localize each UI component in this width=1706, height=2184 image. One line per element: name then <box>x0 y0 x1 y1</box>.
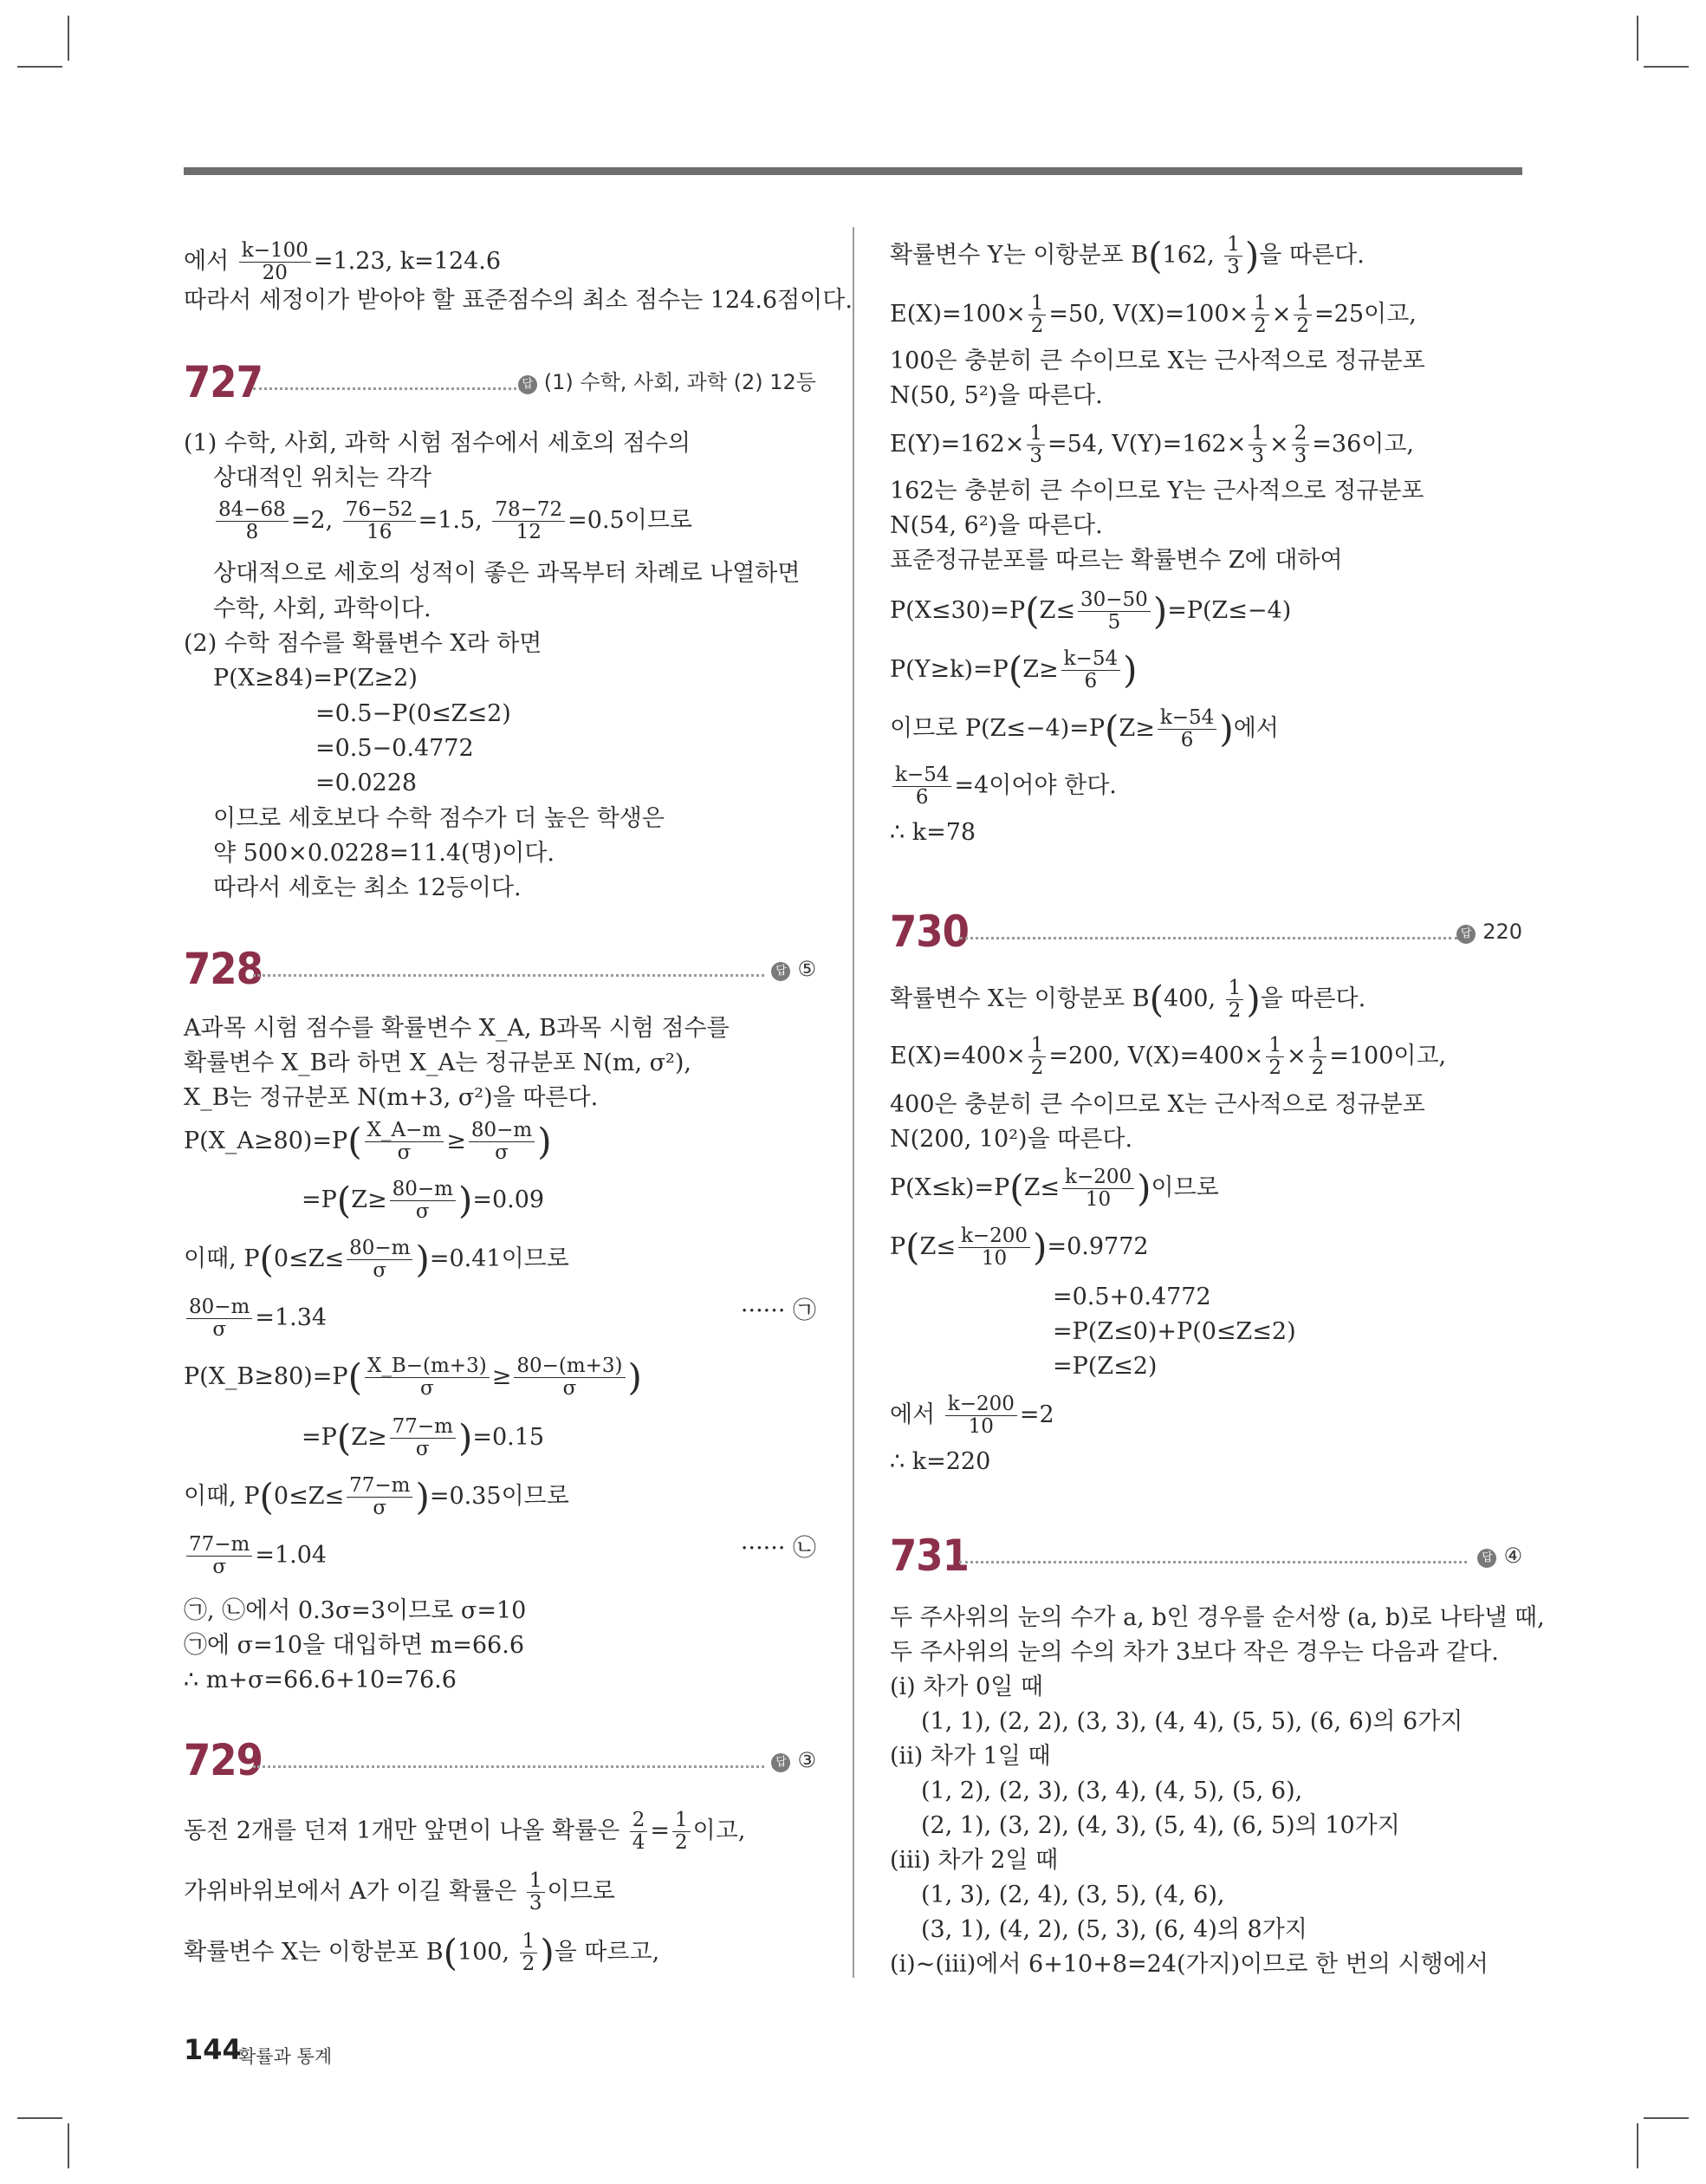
crop-mark <box>17 66 62 68</box>
equation: 이때, P(0≤Z≤ $\frac{80-m}{\sigma}$ )=0.41이므로 <box>184 1237 569 1282</box>
fraction-line: $\frac{84-68}{8}$ =2, $\frac{76-52}{16}$ =1.5, $\frac{78-72}{12}$ =0.5이므로 <box>213 499 692 543</box>
text-line: 상대적으로 세호의 성적이 좋은 과목부터 차례로 나열하면 <box>213 560 801 587</box>
equation: E(Y)=162× $\frac{1}{3}$ =54, V(Y)=162× $\frac{1}{3}$ × $\frac{2}{3}$ =36이고, <box>890 422 1414 467</box>
answer-label: 답 (1) 수학, 사회, 과학 (2) 12등 <box>518 369 816 395</box>
equation: P(X_B≥80)=P( $\frac{X\_B-(m+3)}{\sigma}$ ≥ $\frac{80-(m+3)}{\sigma}$ ) <box>184 1355 642 1400</box>
text-line: 두 주사위의 눈의 수의 차가 3보다 작은 경우는 다음과 같다. <box>890 1639 1499 1666</box>
answer-badge-icon: 답 <box>1456 925 1476 944</box>
equation: 동전 2개를 던져 1개만 앞면이 나올 확률은 $\frac{2}{4}$ = $\frac{1}{2}$ 이고, <box>184 1809 746 1854</box>
problem-728-heading <box>184 945 816 993</box>
leader-dots <box>253 1765 764 1768</box>
equation: 이므로 P(Z≤−4)=P(Z≥ $\frac{k-54}{6}$ )에서 <box>890 706 1279 751</box>
problem-730-heading <box>890 907 1522 956</box>
text-line: 따라서 세호는 최소 12등이다. <box>213 874 522 901</box>
leader-dots <box>253 974 764 977</box>
equation-tag: ······ ㉡ <box>740 1535 816 1562</box>
text-line: =P(Z≤2) <box>1053 1353 1158 1380</box>
answer-label: 답 ⑤ <box>771 956 816 982</box>
text-line: 162는 충분히 큰 수이므로 Y는 근사적으로 정규분포 <box>890 478 1424 504</box>
equation: =P(Z≥ $\frac{77-m}{\sigma}$ )=0.15 <box>302 1415 545 1460</box>
text-line: =0.5−0.4772 <box>315 735 474 762</box>
crop-mark <box>1644 2117 1689 2119</box>
equation: $\frac{77-m}{\sigma}$ =1.04 ······ ㉡ <box>184 1534 816 1578</box>
text-line: (1) 수학, 사회, 과학 시험 점수에서 세호의 점수의 <box>184 430 691 457</box>
answer-badge-icon: 답 <box>1477 1549 1496 1568</box>
equation: 확률변수 X는 이항분포 B(400, $\frac{1}{2}$ )을 따른다. <box>890 977 1366 1022</box>
text-line: =0.0228 <box>315 770 418 796</box>
equation: $\frac{80-m}{\sigma}$ =1.34 ······ ㉠ <box>184 1297 816 1341</box>
equation: P(Z≤ $\frac{k-200}{10}$ )=0.9772 <box>890 1225 1149 1270</box>
fraction: $\frac{76-52}{16}$ <box>343 499 416 543</box>
equation: 이때, P(0≤Z≤ $\frac{77-m}{\sigma}$ )=0.35이므로 <box>184 1474 569 1519</box>
text-line: 약 500×0.0228=11.4(명)이다. <box>213 840 555 867</box>
text-line: (3, 1), (4, 2), (5, 3), (6, 4)의 8가지 <box>921 1916 1307 1943</box>
fraction: $\frac{84-68}{8}$ <box>216 499 289 543</box>
problem-number: 728 <box>184 944 263 994</box>
text-line: =0.5−P(0≤Z≤2) <box>315 700 511 727</box>
crop-mark <box>17 2117 62 2119</box>
crop-mark <box>68 2123 69 2168</box>
equation: P(X≤k)=P(Z≤ $\frac{k-200}{10}$ )이므로 <box>890 1166 1219 1211</box>
leader-dots <box>959 937 1458 939</box>
text-line: 상대적인 위치는 각각 <box>213 465 431 491</box>
equation: 확률변수 Y는 이항분포 B(162, $\frac{1}{3}$ )을 따른다. <box>890 233 1365 278</box>
equation: P(Y≥k)=P(Z≥ $\frac{k-54}{6}$ ) <box>890 647 1138 692</box>
text-line: ∴ m+σ=66.6+10=76.6 <box>184 1667 457 1693</box>
section-title: 확률과 통계 <box>238 2046 333 2067</box>
equation: =P(Z≥ $\frac{80-m}{\sigma}$ )=0.09 <box>302 1178 545 1223</box>
answer-label: 답 220 <box>1456 919 1522 945</box>
answer-label: 답 ③ <box>771 1747 816 1773</box>
problem-number: 727 <box>184 357 263 407</box>
equation-tag: ······ ㉠ <box>740 1297 816 1324</box>
text-line: (1, 2), (2, 3), (3, 4), (4, 5), (5, 6), <box>921 1778 1303 1804</box>
equation: P(X≤30)=P(Z≤ $\frac{30-50}{5}$ )=P(Z≤−4) <box>890 588 1292 634</box>
text-line: =0.5+0.4772 <box>1053 1284 1211 1310</box>
text-line: ㉠에 σ=10을 대입하면 m=66.6 <box>184 1632 524 1659</box>
crop-mark <box>1644 66 1689 68</box>
answer-badge-icon: 답 <box>771 1753 790 1772</box>
text-line: X_B는 정규분포 N(m+3, σ²)을 따른다. <box>184 1084 599 1111</box>
text-line: 100은 충분히 큰 수이므로 X는 근사적으로 정규분포 <box>890 348 1425 374</box>
column-divider <box>853 227 854 1978</box>
equation: $\frac{k-54}{6}$ =4이어야 한다. <box>890 764 1117 809</box>
equation: 가위바위보에서 A가 이길 확률은 $\frac{1}{3}$ 이므로 <box>184 1869 615 1914</box>
text-line: 확률변수 X_B라 하면 X_A는 정규분포 N(m, σ²), <box>184 1050 691 1076</box>
equation: 에서 $\frac{k-200}{10}$ =2 <box>890 1393 1054 1438</box>
fraction: $\frac{78-72}{12}$ <box>492 499 565 543</box>
text-line: A과목 시험 점수를 확률변수 X_A, B과목 시험 점수를 <box>184 1015 730 1042</box>
text-line: 두 주사위의 눈의 수가 a, b인 경우를 순서쌍 (a, b)로 나타낼 때, <box>890 1604 1545 1631</box>
text-line: N(50, 5²)을 따른다. <box>890 382 1103 409</box>
text-line: N(54, 6²)을 따른다. <box>890 512 1103 539</box>
problem-729-heading <box>184 1736 816 1784</box>
text-line: 표준정규분포를 따르는 확률변수 Z에 대하여 <box>890 547 1343 574</box>
text-line: ∴ k=78 <box>890 819 976 846</box>
text-line: N(200, 10²)을 따른다. <box>890 1126 1133 1153</box>
problem-727-heading <box>184 358 816 406</box>
intro-conclusion: 따라서 세정이가 받아야 할 표준점수의 최소 점수는 124.6점이다. <box>184 287 853 314</box>
fraction: $\frac{k-100}{20}$ <box>239 240 311 284</box>
crop-mark <box>1637 2123 1638 2168</box>
intro-equation: 에서 $\frac{k-100}{20}$ =1.23, k=124.6 <box>184 239 502 284</box>
answer-label: 답 ④ <box>1477 1543 1522 1569</box>
text-line: (1, 1), (2, 2), (3, 3), (4, 4), (5, 5), (6, 6)의 6가지 <box>921 1708 1463 1735</box>
text-line: ∴ k=220 <box>890 1448 991 1475</box>
text-line: (ii) 차가 1일 때 <box>890 1743 1051 1770</box>
problem-731-heading <box>890 1531 1522 1580</box>
text-line: ㉠, ㉡에서 0.3σ=3이므로 σ=10 <box>184 1597 527 1624</box>
problem-number: 729 <box>184 1735 263 1785</box>
leader-dots <box>253 387 532 390</box>
text-line: (1, 3), (2, 4), (3, 5), (4, 6), <box>921 1882 1225 1908</box>
text-line: =P(Z≤0)+P(0≤Z≤2) <box>1053 1318 1296 1345</box>
problem-number: 731 <box>890 1531 969 1581</box>
page-number: 144 <box>184 2033 242 2066</box>
crop-mark <box>1637 16 1638 61</box>
answer-badge-icon: 답 <box>518 375 537 394</box>
text-line: 400은 충분히 큰 수이므로 X는 근사적으로 정규분포 <box>890 1091 1425 1118</box>
problem-number: 730 <box>890 907 969 957</box>
answer-badge-icon: 답 <box>771 962 790 981</box>
equation: E(X)=100× $\frac{1}{2}$ =50, V(X)=100× $\frac{1}{2}$ × $\frac{1}{2}$ =25이고, <box>890 292 1417 337</box>
text-line: P(X≥84)=P(Z≥2) <box>213 665 418 692</box>
equation: E(X)=400× $\frac{1}{2}$ =200, V(X)=400× $\frac{1}{2}$ × $\frac{1}{2}$ =100이고, <box>890 1034 1447 1079</box>
header-rule <box>184 167 1522 175</box>
text-line: (iii) 차가 2일 때 <box>890 1847 1059 1874</box>
equation: 확률변수 X는 이항분포 B(100, $\frac{1}{2}$ )을 따르고, <box>184 1930 660 1975</box>
text-line: 수학, 사회, 과학이다. <box>213 595 431 622</box>
text-line: (i) 차가 0일 때 <box>890 1674 1043 1700</box>
text-line: (2) 수학 점수를 확률변수 X라 하면 <box>184 630 542 657</box>
leader-dots <box>959 1561 1467 1563</box>
text-line: (i)~(iii)에서 6+10+8=24(가지)이므로 한 번의 시행에서 <box>890 1951 1489 1978</box>
crop-mark <box>68 16 69 61</box>
equation: P(X_A≥80)=P( $\frac{X\_A-m}{\sigma}$ ≥ $\frac{80-m}{\sigma}$ ) <box>184 1119 552 1164</box>
text-line: 이므로 세호보다 수학 점수가 더 높은 학생은 <box>213 805 665 832</box>
text-line: (2, 1), (3, 2), (4, 3), (5, 4), (6, 5)의 10가지 <box>921 1812 1400 1839</box>
